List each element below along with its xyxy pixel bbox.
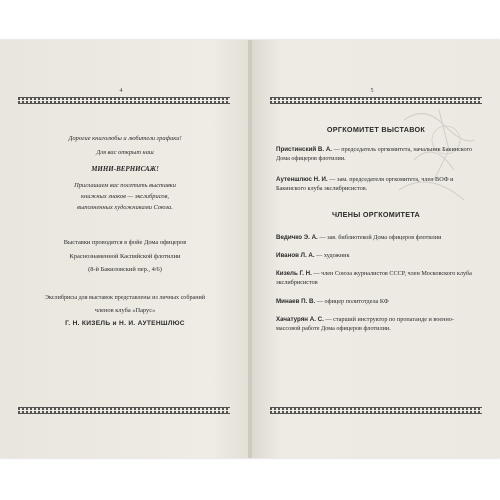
committee-member-role: — зам. председателя оргкомитета, член ВОФ и Бакинского клуба экслибрисистов. (276, 176, 454, 192)
top-ornament-left (18, 97, 230, 104)
member-entry (276, 234, 478, 243)
venue-address: (8-й Бакиловский пер., 4/6) (88, 266, 162, 273)
member-name: Минаев П. В. (276, 298, 316, 305)
venue-line-1: Выставки проводятся в фойе Дома офицеров (63, 239, 187, 246)
book-gutter (248, 40, 252, 458)
greeting-line: Дорогие книголюбы и любители графики! (68, 135, 182, 142)
member-entry (276, 270, 478, 287)
committee-entry (276, 146, 478, 163)
member-role: — офицер политотдела КФ (315, 298, 389, 305)
source-line-2: членов клуба «Парус» (94, 307, 156, 314)
members-heading: ЧЛЕНЫ ОРГКОМИТЕТА (331, 210, 421, 219)
invite-text-2: книжных знаков — экслибрисов, (81, 193, 169, 200)
top-ornament-right (270, 97, 482, 104)
member-entry (276, 298, 478, 307)
member-name: Кизель Г. Н. (276, 270, 312, 277)
member-name: Ведичко Э. А. (276, 234, 318, 241)
committee-entry (276, 176, 478, 193)
member-role: — зав. библиотекой Дома офицеров флотилии (317, 234, 442, 241)
bottom-ornament-left (18, 407, 230, 414)
member-role: — член Союза журналистов СССР, член Московского клуба экслибрисистов (276, 270, 472, 286)
member-role: — старший инструктор по пропаганде и военно-массовой работе Дома офицеров флотилии. (276, 316, 454, 332)
committee-member-role: — председатель оргкомитета, начальник Бакинского Дома офицеров флотилии. (276, 146, 473, 162)
collectors-names: Г. Н. КИЗЕЛЬ и Н. И. АУТЕНШЛЮС (65, 320, 185, 327)
bottom-ornament-right (270, 407, 482, 414)
committee-member-name: Пристинский В. А. (276, 146, 333, 153)
invite-text-3: выполненных художниками Союза. (77, 204, 173, 211)
invite-line: Для вас открыт наш (96, 149, 154, 156)
member-entry (276, 316, 478, 333)
left-page-number: 4 (119, 88, 123, 94)
venue-line-2: Краснознаменной Каспийской флотилии (69, 253, 181, 260)
member-name: Иванов Л. А. (276, 252, 315, 259)
member-entry (276, 252, 478, 261)
exhibition-name: МИНИ-ВЕРНИСАЖ! (91, 165, 159, 173)
source-line-1: Экслибрисы для выставок представлены из личных собраний (45, 295, 205, 301)
right-page-number: 5 (370, 88, 374, 94)
committee-member-name: Аутеншлюс Н. И. (276, 176, 328, 183)
member-name: Хачатурян А. С. (276, 316, 324, 323)
invite-text-1: Приглашаем вас посетить выставки (74, 182, 176, 189)
member-role: — художник (314, 252, 350, 259)
committee-heading: ОРГКОМИТЕТ ВЫСТАВОК (326, 125, 426, 134)
